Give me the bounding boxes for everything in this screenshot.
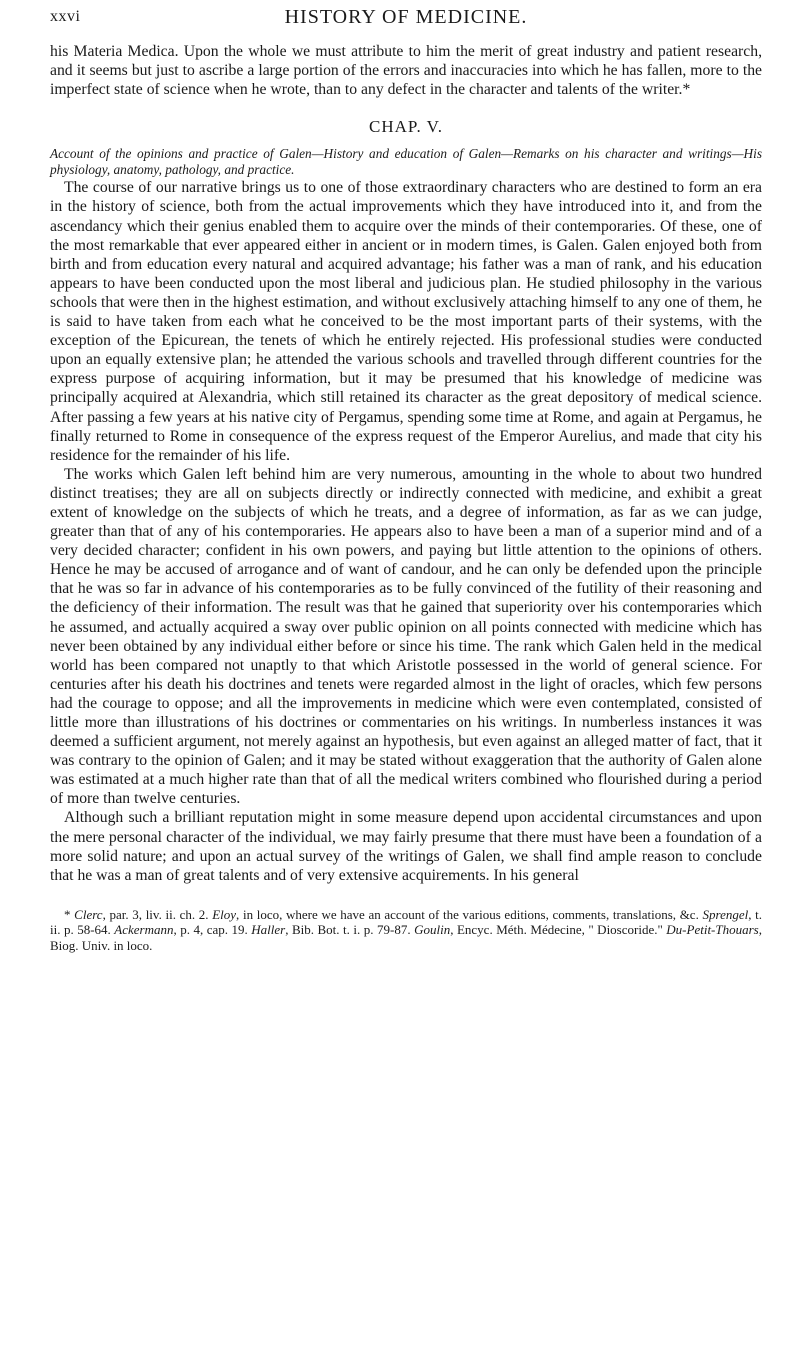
- paragraph-galen-reputation: Although such a brilliant reputation might in some measure depend upon accidental circumstances and upon the mere personal character of the individual, we may fairly presume that there must have been a foundation of a more solid nature; and upon an actual survey of the writings of Galen, we shall find ample reason to conclude that he was a man of great talents and of very extensive acquirements. In his general: [50, 809, 762, 884]
- footnote-text: , par. 3, liv. ii. ch. 2.: [102, 906, 213, 922]
- footnote-text: , Encyc. Méth. Médecine, " Dioscoride.": [450, 922, 667, 938]
- footnote-author-eloy: Eloy: [212, 906, 237, 922]
- footnote-author-haller: Haller: [251, 922, 286, 938]
- footnote-text: , p. 4, cap. 19.: [173, 922, 252, 938]
- footnote-author-goulin: Goulin: [414, 922, 451, 938]
- chapter-summary: Account of the opinions and practice of Galen—History and education of Galen—Remarks on his character and writings—His physiology, anatomy, pathology, and practice.: [50, 146, 762, 178]
- paragraph-continuation: his Materia Medica. Upon the whole we must attribute to him the merit of great industry and patient research, and it seems but just to ascribe a large portion of the errors and inaccuracies into which he has fallen, more to the imperfect state of science when he wrote, than to any defect in the character and talents of the writer.*: [50, 43, 762, 99]
- footnote: [50, 907, 762, 954]
- footnote-text: , in loco, where we have an account of the various editions, comments, translations, &c.: [236, 906, 703, 922]
- footnote-text: , t. ii. p. 58-64.: [50, 906, 763, 938]
- running-title: HISTORY OF MEDICINE.: [284, 6, 528, 28]
- footnote-author-ackermann: Ackermann: [114, 922, 174, 938]
- footnote-author-sprengel: Sprengel: [702, 906, 749, 922]
- running-head: [50, 6, 762, 34]
- page-number: xxvi: [50, 8, 81, 25]
- paragraph-galen-education: The course of our narrative brings us to one of those extraordinary characters who are destined to form an era in the history of science, both from the actual improvements which they have introduced into it, and from the ascendancy which their genius enabled them to acquire over the minds of their contemporaries. Of these, one of the most remarkable that ever appeared either in ancient or in modern times, is Galen. Galen enjoyed both from birth and from education every natural and acquired advantage; his father was a man of rank, and his education appears to have been conducted upon the most liberal and judicious plan. He studied philosophy in the various schools that were then in the highest estimation, and without exclusively attaching himself to any one of them, he is said to have taken from each what he conceived to be the most important parts of their systems, with the exception of the Epicurean, the tenets of which he entirely rejected. His professional studies were conducted upon an equally extensive plan; he attended the various schools and travelled through different countries for the express purpose of acquiring information, but it may be presumed that his knowledge of medicine was principally acquired at Alexandria, which still retained its character as the great depository of medical science. After passing a few years at his native city of Pergamus, spending some time at Rome, and again at Pergamus, he finally returned to Rome in consequence of the express request of the Emperor Aurelius, and made that city his residence for the remainder of his life.: [50, 179, 762, 464]
- footnote-marker: *: [64, 906, 75, 922]
- footnote-text: , Bib. Bot. t. i. p. 79-87.: [285, 922, 415, 938]
- footnote-text: , Biog. Univ. in loco.: [50, 922, 762, 953]
- paragraph-galen-works: The works which Galen left behind him are very numerous, amounting in the whole to about two hundred distinct treatises; they are all on subjects directly or indirectly connected with medicine, and exhibit a great extent of knowledge on the subjects of which he treats, and a degree of information, as far as we can judge, greater than that of any of his contemporaries. He appears also to have been a man of a superior mind and of a very decided character; confident in his own powers, and paying but little attention to the opinions of others. Hence he may be accused of arrogance and of want of candour, and he can only be defended upon the principle that he was so far in advance of his contemporaries as to be fully convinced of the futility of their reasoning and the deficiency of their information. The result was that he gained that superiority over his contemporaries which he assumed, and actually acquired a sway over public opinion on all points connected with medicine which has never been obtained by any individual either before or since his time. The rank which Galen held in the medical world has been compared not unaptly to that which Aristotle possessed in the world of general science. For centuries after his death his doctrines and tenets were regarded almost in the light of oracles, which few persons had the courage to oppose; and all the improvements in medicine which were even contemplated, consisted of little more than illustrations of his doctrines or commentaries on his writings. In numberless instances it was deemed a sufficient argument, not merely against an hypothesis, but even against an alleged matter of fact, that it was contrary to the opinion of Galen; and it may be stated without exaggeration that the authority of Galen alone was estimated at a much higher rate than that of all the medical writers combined who flourished during a period of more than twelve centuries.: [50, 465, 762, 808]
- chapter-heading: CHAP. V.: [369, 117, 443, 137]
- body-text: [50, 42, 762, 885]
- footnote-author-du-petit-thouars: Du-Petit-Thouars: [666, 922, 759, 938]
- book-page: [50, 0, 762, 953]
- footnote-author-clerc: Clerc: [74, 906, 103, 922]
